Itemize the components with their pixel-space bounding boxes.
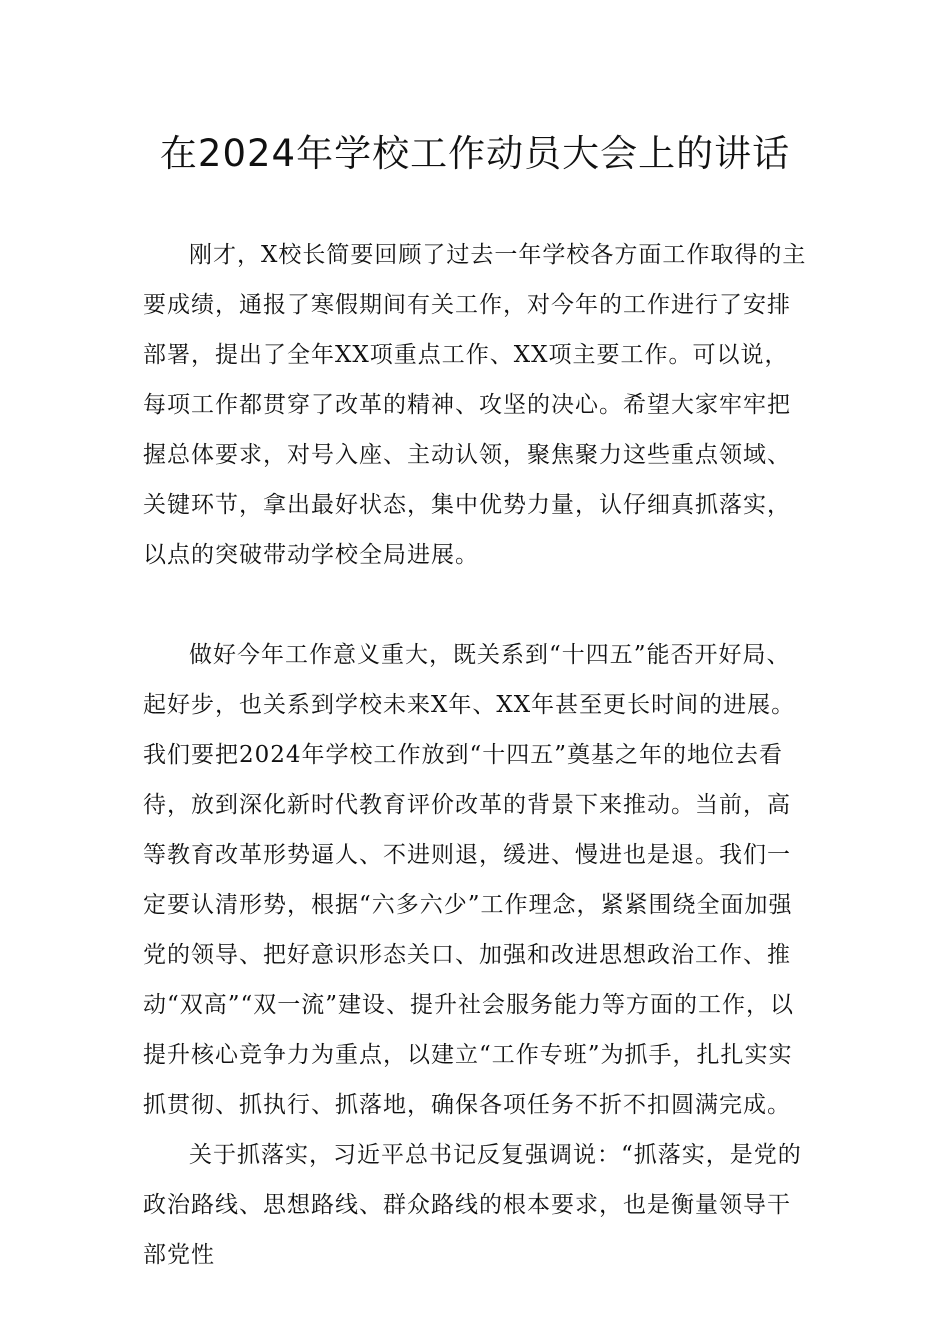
paragraph-3: 关于抓落实，习近平总书记反复强调说：“抓落实，是党的政治路线、思想路线、群众路线的根本要求，也是衡量领导干部党性 bbox=[143, 1142, 802, 1268]
document-body bbox=[143, 230, 807, 1280]
document-title: 在2024年学校工作动员大会上的讲话 bbox=[159, 132, 791, 175]
paragraph-1: 刚才，X校长简要回顾了过去一年学校各方面工作取得的主要成绩，通报了寒假期间有关工作，对今年的工作进行了安排部署，提出了全年XX项重点工作、XX项主要工作。可以说，每项工作都贯穿了改革的精神、攻坚的决心。希望大家牢牢把握总体要求，对号入座、主动认领，聚焦聚力这些重点领域、关键环节，拿出最好状态，集中优势力量，认仔细真抓落实，以点的突破带动学校全局进展。 bbox=[143, 242, 807, 568]
paragraph-2: 做好今年工作意义重大，既关系到“十四五”能否开好局、起好步，也关系到学校未来X年、XX年甚至更长时间的进展。我们要把2024年学校工作放到“十四五”奠基之年的地位去看待，放到深化新时代教育评价改革的背景下来推动。当前，高等教育改革形势逼人、不进则退，缓进、慢进也是退。我们一定要认清形势，根据“六多六少”工作理念，紧紧围绕全面加强党的领导、把好意识形态关口、加强和改进思想政治工作、推动“双高”“双一流”建设、提升社会服务能力等方面的工作，以提升核心竞争力为重点，以建立“工作专班”为抓手，扎扎实实抓贯彻、抓执行、抓落地，确保各项任务不折不扣圆满完成。 bbox=[143, 642, 796, 1118]
